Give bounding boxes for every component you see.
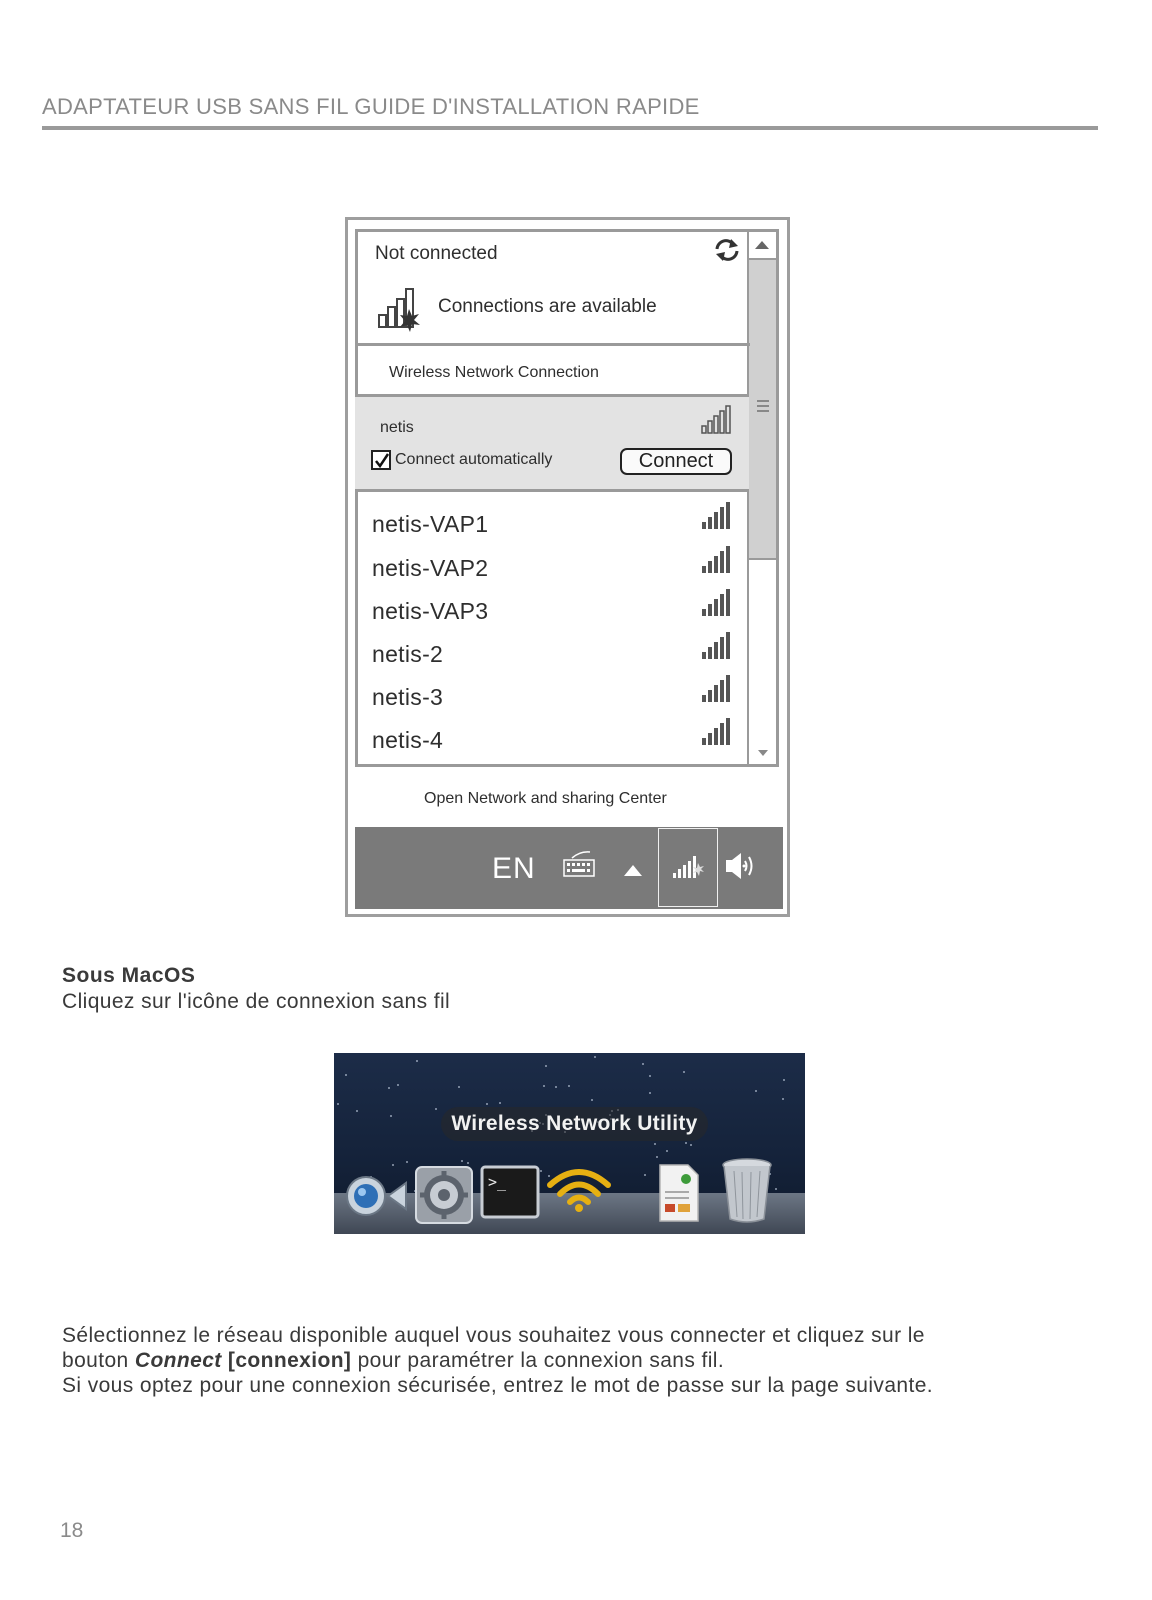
star [545, 1065, 547, 1067]
star [568, 1085, 570, 1087]
scroll-down-arrow-icon[interactable] [758, 750, 768, 756]
star [685, 1142, 687, 1144]
star [406, 1161, 408, 1163]
grip-icon [757, 400, 769, 412]
system-preferences-icon[interactable] [414, 1165, 474, 1225]
star [467, 1162, 469, 1164]
star [690, 1144, 692, 1146]
network-item-netis-vap3[interactable]: netis-VAP3 [372, 598, 489, 624]
instruction-line-2 [62, 1349, 724, 1373]
star [591, 1099, 593, 1101]
star [642, 1063, 644, 1065]
star [654, 1143, 656, 1145]
wifi-icon[interactable] [546, 1165, 612, 1213]
star [775, 1188, 777, 1190]
page-number: 18 [60, 1519, 84, 1542]
star [345, 1074, 347, 1076]
instruction-line-1: Sélectionnez le réseau disponible auquel vous souhaitez vous connecter et cliquez sur le [62, 1324, 925, 1347]
connect-automatically-label: Connect automatically [395, 451, 553, 468]
scroll-up-arrow-icon[interactable] [749, 232, 776, 260]
volume-icon[interactable] [724, 849, 762, 883]
language-indicator[interactable]: EN [492, 852, 536, 885]
star [543, 1085, 545, 1087]
star [666, 1150, 668, 1152]
star [782, 1098, 784, 1100]
connect-term: Connect [134, 1349, 222, 1372]
network-item-netis-4[interactable]: netis-4 [372, 727, 444, 753]
network-item-netis-3[interactable]: netis-3 [372, 684, 444, 710]
signal-strength-icon [701, 630, 733, 660]
open-network-sharing-center-link[interactable]: Open Network and sharing Center [424, 790, 667, 807]
star [783, 1079, 785, 1081]
page-header-title: ADAPTATEUR USB SANS FIL GUIDE D'INSTALLATION RAPIDE [42, 94, 700, 119]
instruction-line-3: Si vous optez pour une connexion sécurisée, entrez le mot de passe sur la page suivante. [62, 1374, 934, 1397]
star [461, 1160, 463, 1162]
star [392, 1164, 394, 1166]
star [683, 1071, 685, 1073]
star [435, 1108, 437, 1110]
section-title: Wireless Network Connection [389, 364, 599, 381]
connect-automatically-checkbox[interactable] [371, 450, 391, 470]
star [656, 1156, 658, 1158]
connection-status: Not connected [375, 243, 498, 264]
selected-network-item[interactable] [355, 394, 749, 492]
star [458, 1086, 460, 1088]
star [499, 1102, 501, 1104]
facetime-icon[interactable] [344, 1171, 408, 1221]
connexion-term: [connexion] [221, 1349, 352, 1372]
terminal-icon[interactable] [480, 1165, 540, 1221]
star [397, 1084, 399, 1086]
trash-icon[interactable] [720, 1157, 774, 1225]
network-item-netis-vap2[interactable]: netis-VAP2 [372, 555, 489, 581]
wireless-network-icon[interactable] [671, 851, 707, 879]
star [540, 1170, 542, 1172]
star [337, 1103, 339, 1105]
signal-strength-icon [701, 404, 733, 434]
star [594, 1056, 596, 1058]
star [644, 1174, 646, 1176]
macos-heading: Sous MacOS [62, 964, 196, 987]
signal-strength-icon [701, 716, 733, 746]
macos-instruction: Cliquez sur l'icône de connexion sans fil [62, 990, 451, 1013]
star [388, 1087, 390, 1089]
network-item-netis-2[interactable]: netis-2 [372, 641, 444, 667]
divider [355, 343, 750, 346]
signal-strength-icon [701, 673, 733, 703]
network-list-scrollbar[interactable] [749, 229, 779, 767]
keyboard-icon[interactable] [562, 849, 596, 879]
instruction-text: bouton [62, 1349, 135, 1372]
show-hidden-icons-arrow-icon[interactable] [624, 865, 642, 876]
svg-text:>_: >_ [488, 1173, 507, 1191]
instruction-text: pour paramétrer la connexion sans fil. [351, 1349, 725, 1372]
macos-dock-screenshot [334, 1053, 805, 1234]
network-available-icon [377, 285, 429, 333]
selected-network-name: netis [380, 419, 414, 436]
header-divider [42, 126, 1098, 130]
star [649, 1092, 651, 1094]
star [390, 1115, 392, 1117]
star [555, 1086, 557, 1088]
dock-tooltip: Wireless Network Utility [441, 1107, 708, 1141]
refresh-icon[interactable] [713, 238, 741, 262]
connections-available-text: Connections are available [438, 296, 657, 317]
star [486, 1103, 488, 1105]
checkmark-icon [374, 453, 390, 469]
signal-strength-icon [701, 500, 733, 530]
signal-strength-icon [701, 587, 733, 617]
star [649, 1075, 651, 1077]
star [356, 1110, 358, 1112]
star [755, 1090, 757, 1092]
scroll-thumb[interactable] [749, 260, 776, 560]
network-item-netis-vap1[interactable]: netis-VAP1 [372, 511, 489, 537]
document-icon[interactable] [656, 1163, 702, 1225]
connect-button[interactable]: Connect [620, 448, 732, 475]
star [416, 1060, 418, 1062]
signal-strength-icon [701, 544, 733, 574]
